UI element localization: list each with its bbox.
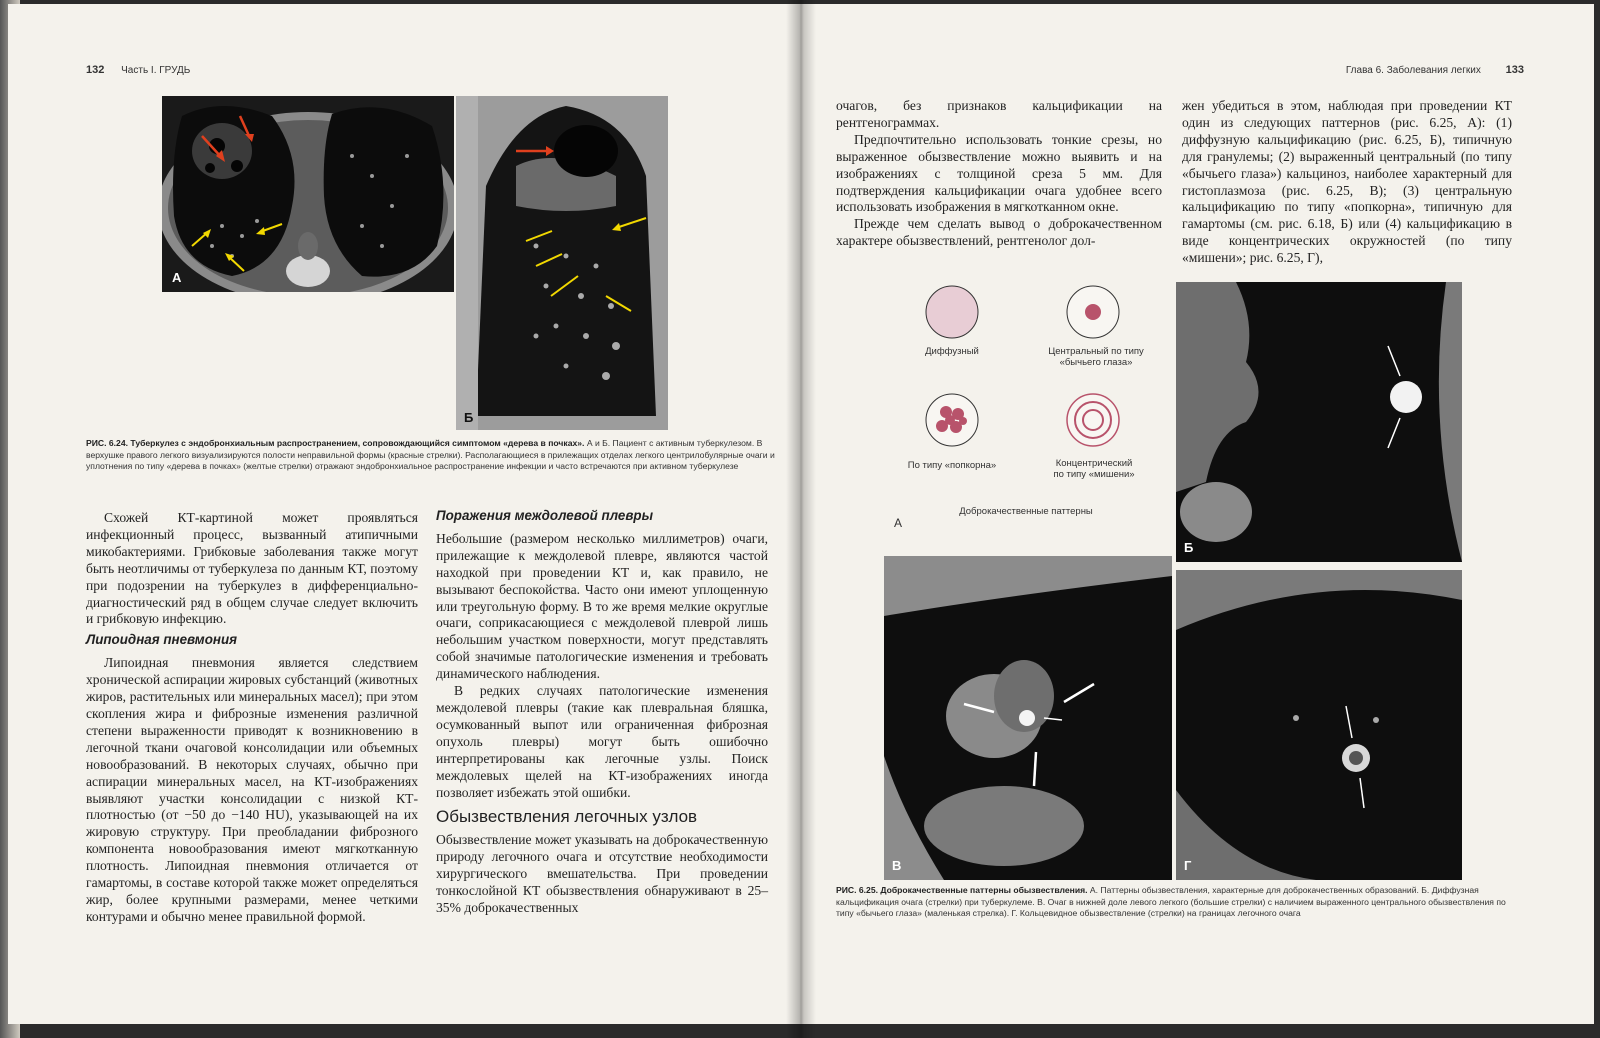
pattern-target-label [1032, 458, 1156, 480]
ct-image-a [162, 96, 454, 292]
caption-title-right: РИС. 6.25. Доброкачественные паттерны обызвествления. [836, 885, 1088, 895]
figure-label-g: Г [1184, 858, 1192, 873]
paragraph: Предпочтительно использовать тонкие срезы, но выраженное обызвествление можно выявить и на изображениях с толщиной среза 5 мм. Для подтверждения кальцификации очага удобнее всего использовать изображения в мягкотканном окне. [836, 131, 1162, 215]
pattern-diffuse-label: Диффузный [925, 346, 979, 357]
paragraph: жен убедиться в этом, наблюдая при проведении КТ один из следующих паттернов (рис. 6.25, А): (1) диффузную кальцификацию (рис. 6.25, Б), типичную для гранулемы; (2) выраженный центральный (по типу «бычьего глаза») кальциноз, наиболее характерный для гистоплазмоза (рис. 6.25, В); (3) центральную кальцификацию по типу «попкорна», типичную для гамартомы (см. рис. 6.18, Б) или (4) кальцификацию в виде концентрических окружностей (по типу «мишени»; рис. 6.25, Г), [1182, 98, 1512, 266]
paragraph: Схожей КТ-картиной может проявляться инфекционный процесс, вызванный атипичными микобактериями. Грибковые заболевания также могут быть неотличимы от туберкулеза по данным КТ, поэтому при подозрении на туберкулез в дифференциально-диагностический ряд в общем случае следует включить и грибковую инфекцию. [86, 510, 418, 627]
diagram-title: Доброкачественные паттерны [959, 506, 1093, 517]
heading-lipoid-pneumonia: Липоидная пневмония [86, 632, 238, 648]
heading-nodule-calcification: Обызвествления легочных узлов [436, 807, 698, 827]
paragraph: Прежде чем сделать вывод о доброкачественном характере обызвествлений, рентгенолог дол- [836, 216, 1162, 249]
pattern-central-line2: «бычьего глаза» [1059, 357, 1133, 368]
ct-axial-scan [162, 96, 454, 292]
left-section-title: Часть I. ГРУДЬ [121, 65, 191, 76]
right-page-column-1 [836, 98, 1162, 250]
pattern-central-label [1026, 346, 1166, 368]
right-running-head [1346, 64, 1524, 76]
right-page-number: 133 [1505, 64, 1524, 76]
ct-ring-calcification [1176, 570, 1462, 880]
heading-interlobar-pleura: Поражения междолевой плевры [436, 508, 654, 523]
figure-label-a-right: А [894, 516, 903, 530]
left-page-column-1 [86, 510, 418, 926]
ct-image-g [1176, 570, 1462, 880]
ct-image-v [884, 556, 1172, 880]
figure-caption-6-24 [86, 438, 786, 473]
ct-bulls-eye-calcification [884, 556, 1172, 880]
right-page-column-2 [1182, 98, 1512, 267]
ct-image-b-right [1176, 282, 1462, 562]
pattern-target-line2: по типу «мишени» [1053, 469, 1135, 480]
right-section-title: Глава 6. Заболевания легких [1345, 65, 1481, 76]
left-running-head [86, 64, 190, 76]
figure-label-b-right: Б [1184, 540, 1194, 555]
figure-caption-6-25 [836, 885, 1512, 920]
paragraph: очагов, без признаков кальцификации на рентгенограммах. [836, 98, 1162, 130]
caption-title: РИС. 6.24. Туберкулез с эндобронхиальным распространением, сопровождающийся симптомом «дерева в почках». [86, 438, 585, 448]
pattern-target-line1: Концентрический [1055, 458, 1133, 469]
caption-text-right: А. Паттерны обызвествления, характерные для доброкачественных образований. Б. Диффузная кальцификация очага (стрелки) при туберкулеме. В. Очаг в нижней доле левого легкого (большие стрелки) с наличием выраженного центрального обызвествления по типу «бычьего глаза» (маленькая стрелка). Г. Кольцевидное обызвествление (стрелки) на границах легочного очага [836, 885, 1506, 919]
ct-image-b [456, 96, 668, 430]
paragraph: Небольшие (размером несколько миллиметров) очаги, прилежащие к междолевой плевре, являются частой находкой при проведении КТ и, как правило, не вызывают беспокойства. Часто они имеют уплощенную или треугольную форму. В то же время мелкие округлые очаги, соприкасающиеся с междолевой плеврой лишь небольшим участком поверхности, могут представлять собой значимые патологические изменения и требовать динамического наблюдения. [436, 530, 768, 682]
ct-coronal-scan [456, 96, 668, 430]
paragraph: В редких случаях патологические изменения междолевой плевры (такие как плевральная бляшка, осумкованный выпот или ограниченная фиброзная опухоль плевры) могут быть ошибочно интерпретированы как легочные узлы. Поиск междолевых щелей на КТ-изображениях иногда позволяет избежать этой ошибки. [436, 683, 768, 800]
left-page [8, 4, 804, 1024]
ct-diffuse-calcification [1176, 282, 1462, 562]
caption-text: А и Б. Пациент с активным туберкулезом. В верхушке правого легкого визуализируются полости неправильной формы (красные стрелки). Располагающиеся в прилежащих отделах легкого центрилобулярные очаги и уплотнения по типу «дерева в почках» (желтые стрелки) отражают эндобронхиальное распространение инфекции и часто встречаются при активном туберкулезе [86, 438, 775, 472]
figure-label-v: В [892, 858, 902, 873]
paragraph: Липоидная пневмония является следствием хронической аспирации жировых субстанций (животных жиров, растительных или минеральных масел); при этом скопления жира и фиброзные изменения различной степени выраженности приводят к возникновению в легочной ткани очаговой консолидации или объемных новообразований. В некоторых случаях, обычно при аспирации минеральных масел, на КТ-изображениях выявляют участки консолидации с низкой КТ-плотностью (от −50 до −140 HU), указывающей на их жировую структуру. При преобладании фиброзного компонента новообразования имеют мягкотканную плотность. Липоидная пневмония отличается от гамартомы, в составе которой также может определяться жир, более крупными размерами, менее четкими контурами и обычно менее правильной формой. [86, 655, 418, 924]
pattern-central-line1: Центральный по типу [1048, 346, 1144, 357]
calcification-patterns-diagram [866, 280, 1166, 550]
figure-label-b: Б [464, 410, 474, 425]
pattern-popcorn-label: По типу «попкорна» [907, 460, 997, 471]
figure-label-a: A [172, 270, 182, 285]
left-page-number: 132 [86, 64, 105, 76]
paragraph: Обызвествление может указывать на доброкачественную природу легочного очага и отсутствие необходимости хирургического вмешательства. При проведении тонкослойной КТ обызвествления обнаруживают в 25–35% доброкачественных [436, 832, 768, 915]
left-page-column-2 [436, 504, 768, 917]
